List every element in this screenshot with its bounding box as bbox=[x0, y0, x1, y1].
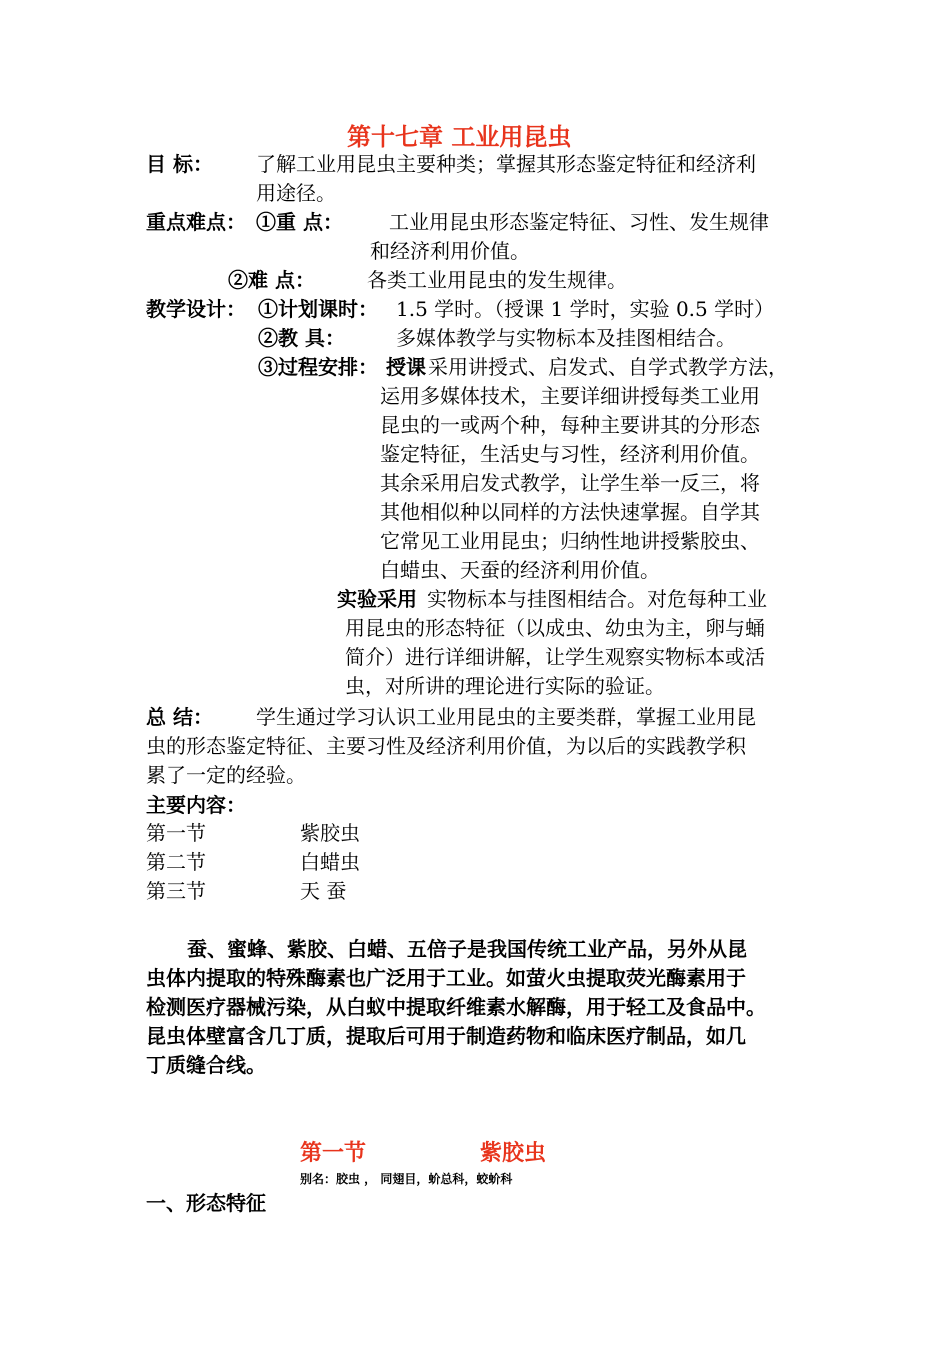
contents-section-2: 第二节 bbox=[146, 850, 206, 874]
design-label: 教学设计： bbox=[146, 297, 246, 321]
lecture-line-1: 采用讲授式、启发式、自学式教学方法， bbox=[428, 355, 788, 379]
difficulty-text: 各类工业用昆虫的发生规律。 bbox=[367, 268, 627, 292]
contents-label: 主要内容： bbox=[146, 793, 246, 817]
focus-line-2: 和经济利用价值。 bbox=[370, 239, 530, 263]
intro-line-4: 昆虫体壁富含几丁质，提取后可用于制造药物和临床医疗制品，如几 bbox=[146, 1024, 746, 1048]
focus-label: ①重 点： bbox=[256, 210, 343, 234]
contents-name-2: 白蜡虫 bbox=[300, 850, 360, 874]
summary-label: 总 结： bbox=[146, 705, 213, 729]
lecture-label: 授课 bbox=[386, 355, 426, 379]
subheading-morphology: 一、形态特征 bbox=[146, 1191, 266, 1215]
chapter-title: 第十七章 工业用昆虫 bbox=[347, 122, 572, 151]
contents-section-1: 第一节 bbox=[146, 821, 206, 845]
lecture-line-2: 运用多媒体技术，主要详细讲授每类工业用 bbox=[380, 384, 760, 408]
summary-line-1: 学生通过学习认识工业用昆虫的主要类群，掌握工业用昆 bbox=[256, 705, 756, 729]
section-1-name: 紫胶虫 bbox=[480, 1140, 547, 1166]
section-1-label: 第一节 bbox=[300, 1140, 367, 1166]
intro-line-2: 虫体内提取的特殊酶素也广泛用于工业。如萤火虫提取荧光酶素用于 bbox=[146, 966, 746, 990]
contents-name-3: 天 蚕 bbox=[300, 879, 347, 903]
contents-name-1: 紫胶虫 bbox=[300, 821, 360, 845]
lecture-line-5: 其余采用启发式教学，让学生举一反三，将 bbox=[380, 471, 760, 495]
tools-label: ②教 具： bbox=[258, 326, 345, 350]
objective-line-1: 了解工业用昆虫主要种类；掌握其形态鉴定特征和经济利 bbox=[256, 152, 756, 176]
section-1-alias: 别名：胶虫 ， 同翅目，蚧总科，蛟蚧科 bbox=[300, 1172, 513, 1186]
experiment-line-4: 虫，对所讲的理论进行实际的验证。 bbox=[345, 674, 665, 698]
process-label: ③过程安排： bbox=[258, 355, 378, 379]
objective-line-2: 用途径。 bbox=[256, 181, 336, 205]
objective-label: 目 标： bbox=[146, 152, 213, 176]
summary-line-2: 虫的形态鉴定特征、主要习性及经济利用价值，为以后的实践教学积 bbox=[146, 734, 746, 758]
summary-line-3: 累了一定的经验。 bbox=[146, 763, 306, 787]
lecture-line-8: 白蜡虫、天蚕的经济利用价值。 bbox=[380, 558, 660, 582]
experiment-line-1: 实物标本与挂图相结合。对危每种工业 bbox=[427, 587, 767, 611]
focus-line-1: 工业用昆虫形态鉴定特征、习性、发生规律 bbox=[389, 210, 769, 234]
tools-text: 多媒体教学与实物标本及挂图相结合。 bbox=[396, 326, 736, 350]
experiment-label: 实验采用 bbox=[337, 587, 417, 611]
intro-line-3: 检测医疗器械污染，从白蚁中提取纤维素水解酶，用于轻工及食品中。 bbox=[146, 995, 766, 1019]
intro-line-5: 丁质缝合线。 bbox=[146, 1053, 266, 1077]
lecture-line-6: 其他相似种以同样的方法快速掌握。自学其 bbox=[380, 500, 760, 524]
lecture-line-3: 昆虫的一或两个种，每种主要讲其的分形态 bbox=[380, 413, 760, 437]
experiment-line-3: 简介）进行详细讲解，让学生观察实物标本或活 bbox=[345, 645, 765, 669]
experiment-line-2: 用昆虫的形态特征（以成虫、幼虫为主，卵与蛹 bbox=[345, 616, 765, 640]
intro-line-1: 蚕、蜜蜂、紫胶、白蜡、五倍子是我国传统工业产品，另外从昆 bbox=[187, 937, 747, 961]
key-points-label: 重点难点： bbox=[146, 210, 246, 234]
lecture-line-7: 它常见工业用昆虫；归纳性地讲授紫胶虫、 bbox=[380, 529, 760, 553]
hours-label: ①计划课时： bbox=[258, 297, 378, 321]
contents-section-3: 第三节 bbox=[146, 879, 206, 903]
difficulty-label: ②难 点： bbox=[228, 268, 315, 292]
lecture-line-4: 鉴定特征，生活史与习性，经济利用价值。 bbox=[380, 442, 760, 466]
hours-text: 1.5 学时。（授课 1 学时，实验 0.5 学时） bbox=[396, 297, 775, 321]
